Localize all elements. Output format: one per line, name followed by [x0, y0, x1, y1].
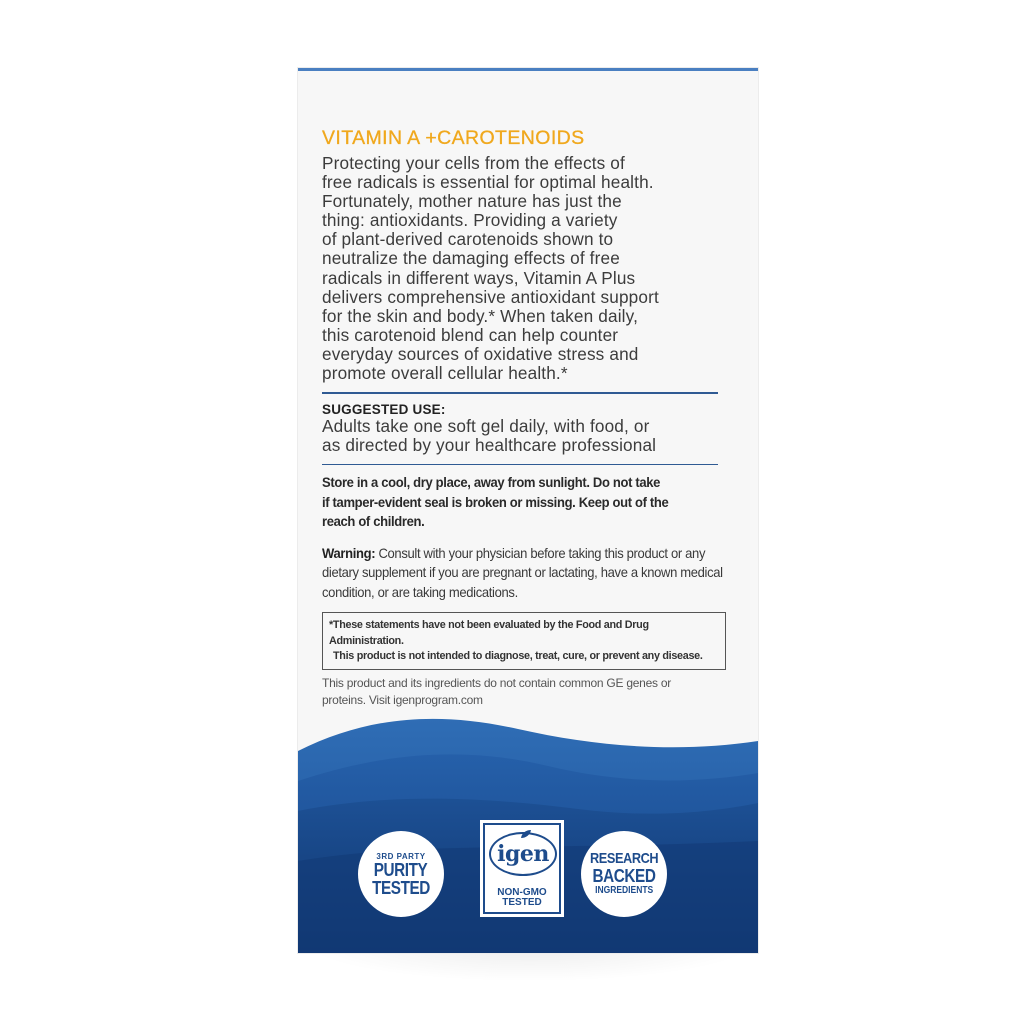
- suggested-use-text: Adults take one soft gel daily, with food, or as directed by your healthcare professional: [322, 415, 657, 455]
- warning-body: Consult with your physician before taking this product or any dietary supplement if you are pregnant or lactating, have a known medical condition, or are taking medications.: [322, 545, 723, 600]
- warning-text: [322, 544, 732, 603]
- igen-non-gmo-badge: [480, 820, 564, 917]
- research-backed-badge: [581, 831, 667, 917]
- product-description: Protecting your cells from the effects of free radicals is essential for optimal health. Fortunately, mother nature has just the thing: antioxidants. Providing a variety of plant-derived carotenoids shown to neutralize the damaging effects of free radicals in different ways, Vitamin A Plus delivers comprehensive antioxidant support for the skin and body.* When taken daily, this carotenoid blend can help counter everyday sources of oxidative stress and promote overall cellular health.*: [322, 153, 659, 384]
- label-text-area: [322, 127, 732, 709]
- non-gmo-tested-label: NON-GMO TESTED: [497, 887, 547, 908]
- product-heading: VITAMIN A +CAROTENOIDS: [322, 127, 585, 149]
- badge-research-text: RESEARCH: [589, 850, 659, 867]
- suggested-use-label: SUGGESTED USE:: [322, 401, 446, 417]
- divider-rule: [322, 392, 718, 394]
- badge-ingredients-text: INGREDIENTS: [594, 885, 654, 896]
- fda-disclaimer-box: [322, 612, 726, 670]
- warning-label: Warning:: [322, 545, 376, 561]
- leaf-icon: [520, 829, 532, 839]
- product-box-back-panel: [298, 68, 758, 953]
- purity-tested-badge: [358, 831, 444, 917]
- divider-rule: [322, 464, 718, 466]
- disclaimer-line-2: This product is not intended to diagnose, treat, cure, or prevent any disease.: [333, 650, 703, 663]
- badge-backed-text: BACKED: [592, 866, 656, 886]
- badge-purity-text: PURITY: [374, 859, 428, 880]
- storage-instructions: Store in a cool, dry place, away from sunlight. Do not take if tamper-evident seal is broken or missing. Keep out of the reach of children.: [322, 475, 669, 530]
- igen-logo-text: igen: [497, 841, 549, 867]
- badge-third-party-text: 3RD PARTY: [376, 851, 426, 861]
- disclaimer-line-1: *These statements have not been evaluated by the Food and Drug Administration.: [329, 619, 649, 647]
- igen-logo-icon: [489, 832, 557, 876]
- ge-statement: This product and its ingredients do not contain common GE genes or proteins. Visit igenprogram.com: [322, 675, 672, 707]
- badge-tested-text: TESTED: [372, 877, 430, 898]
